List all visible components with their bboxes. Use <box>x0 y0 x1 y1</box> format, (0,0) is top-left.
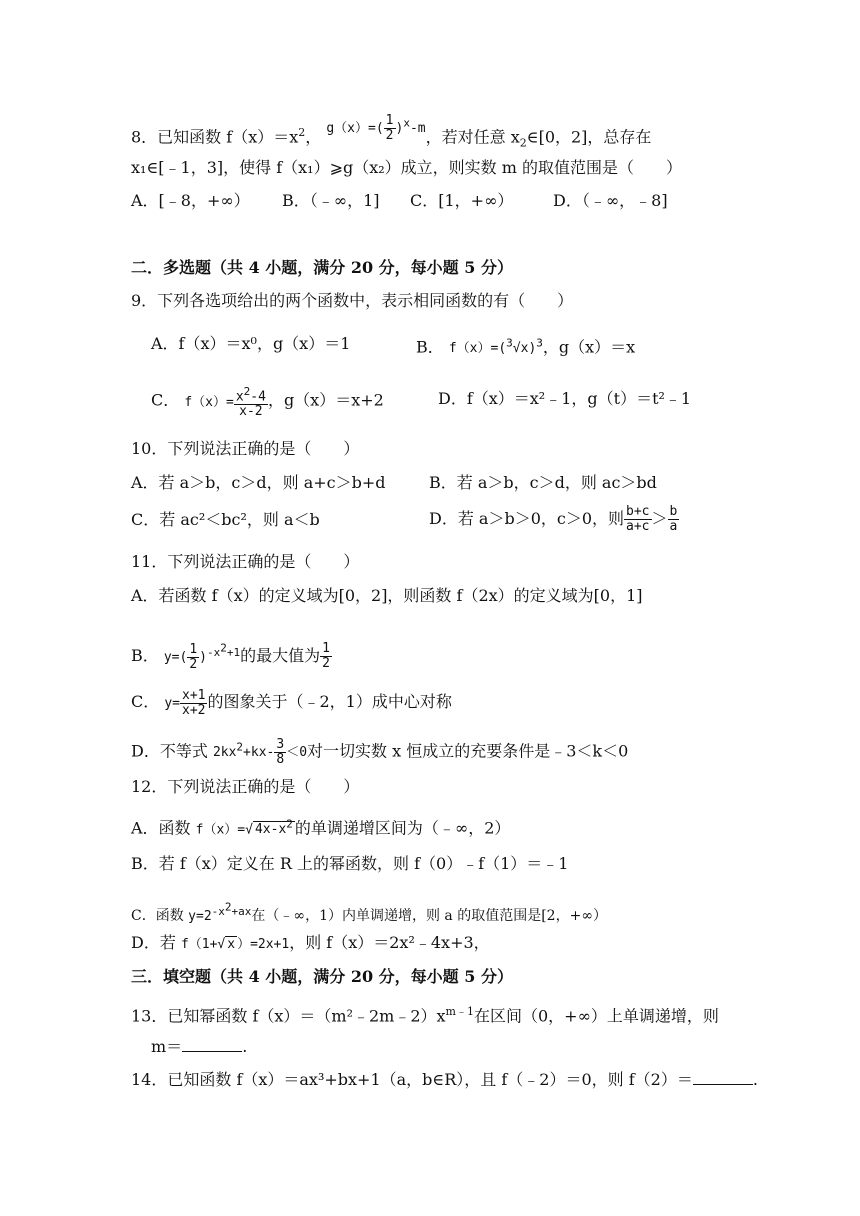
q13-tail: 在区间（0，+∞）上单调递增，则 <box>473 1006 719 1026</box>
q14-text: 14．已知函数 f（x）＝ax³+bx+1（a，b∈R），且 f（﹣2）＝0，则 f（2）＝ <box>131 1070 693 1089</box>
q10-stem: 10．下列说法正确的是（ ） <box>131 439 360 458</box>
q12-c-formula: $y=2^{-x^2+ax}$ <box>188 900 252 924</box>
q8-text-c: ，若对任意 x <box>425 127 520 147</box>
section3-title: 三．填空题（共 4 小题，满分 20 分，每小题 5 分） <box>131 967 513 986</box>
q9-option-b <box>416 333 635 360</box>
q10-option-d: D．若 a＞b＞0，c＞0，则 $\frac{b+c}{a+c}$ ＞ $\frac{b}{a}$ <box>429 504 678 534</box>
q9-option-a: A．f（x）＝x⁰，g（x）＝1 <box>151 334 351 353</box>
q9-c-tail: ，g（x）＝x+2 <box>267 390 384 410</box>
q11-c-tail: 的图象关于（﹣2，1）成中心对称 <box>207 692 452 711</box>
q12-option-a <box>131 814 510 841</box>
q13-sup: m﹣1 <box>445 1005 474 1018</box>
q8-stem-line2: x₁∈[﹣1，3]，使得 f（x₁）⩾g（x₂）成立，则实数 m 的取值范围是（ ） <box>131 158 683 177</box>
q10-option-c: C．若 ac²＜bc²，则 a＜b <box>131 510 320 529</box>
q10-d-fraction-right: $\frac{b}{a}$ <box>669 504 678 534</box>
q12-option-d <box>131 932 490 956</box>
q12-c-label: C．函数 <box>131 907 184 924</box>
q11-b-tail: 的最大值为 <box>240 645 321 665</box>
q8-option-c: C．[1，+∞） <box>410 191 514 210</box>
q11-d-formula: $2kx^2+kx-$ $\frac{3}{8}$ ＜0 <box>212 737 308 768</box>
q12-d-formula: f（1+√ x ）=2x+1 <box>180 937 290 952</box>
q12-d-label: D．若 <box>131 933 176 952</box>
q13-line2 <box>151 1036 247 1058</box>
q8-text-b: ， <box>305 127 322 147</box>
q9-stem: 9．下列各选项给出的两个函数中，表示相同函数的有（ ） <box>131 291 574 310</box>
section2-title: 二．多选题（共 4 小题，满分 20 分，每小题 5 分） <box>131 258 513 277</box>
q9-b-formula: $f(x)=(^3√x)^3$ <box>448 337 543 357</box>
q9-b-tail: ，g（x）＝x <box>542 337 636 357</box>
q9-b-label: B． <box>416 337 444 357</box>
q13-m-label: m＝ <box>151 1037 183 1056</box>
q11-d-tail: 对一切实数 x 恒成立的充要条件是﹣3＜k＜0 <box>307 741 629 761</box>
q11-b-formula: y=( $\frac{1}{2}$ )$^{-x^2+1}$ <box>163 641 241 672</box>
q11-c-label: C． <box>131 692 160 711</box>
q8-sup: 2 <box>298 126 306 139</box>
q10-d-label: D．若 a＞b＞0，c＞0，则 <box>429 509 625 528</box>
q8-sub: 2 <box>519 136 527 150</box>
q11-option-a: A．若函数 f（x）的定义域为[0，2]，则函数 f（2x）的定义域为[0，1] <box>131 586 643 605</box>
q13-answer-blank[interactable] <box>182 1037 242 1052</box>
q9-option-d: D．f（x）＝x²﹣1，g（t）＝t²﹣1 <box>438 389 692 408</box>
q11-c-formula: y= $\frac{x+1}{x+2}$ <box>164 688 206 718</box>
q12-stem: 12．下列说法正确的是（ ） <box>131 777 360 796</box>
q12-c-tail: 在（﹣∞，1）内单调递增，则 a 的取值范围是[2，+∞） <box>251 907 607 924</box>
q9-option-c <box>151 385 384 419</box>
q9-c-label: C． <box>151 390 180 410</box>
q14-line <box>131 1069 758 1091</box>
q10-option-a: A．若 a＞b，c＞d，则 a+c＞b+d <box>131 473 386 492</box>
q8-text-d: ∈[0，2]，总存在 <box>526 127 652 147</box>
q11-d-label: D．不等式 <box>131 741 208 761</box>
q12-a-tail: 的单调递增区间为（﹣∞，2） <box>294 818 511 838</box>
q13-end: . <box>242 1037 248 1056</box>
q13-text: 13．已知幂函数 f（x）＝（m²﹣2m﹣2）x <box>131 1006 446 1026</box>
q14-end: . <box>752 1070 758 1089</box>
q11-option-c <box>131 689 452 718</box>
q8-option-d: D．（﹣∞，﹣8] <box>553 191 668 210</box>
q10-option-b: B．若 a＞b，c＞d，则 ac＞bd <box>429 473 657 492</box>
q11-b-max-fraction: $\frac{1}{2}$ <box>322 640 330 671</box>
q11-option-b <box>131 637 332 672</box>
q12-option-c <box>131 896 607 928</box>
q8-stem-line1 <box>131 113 652 155</box>
q14-answer-blank[interactable] <box>693 1070 753 1085</box>
q9-c-formula: f（x）= $\frac{x^2-4}{x-2}$ <box>184 385 266 420</box>
q13-line1 <box>131 1001 719 1027</box>
q8-option-a: A．[﹣8，+∞） <box>131 191 250 210</box>
q8-option-b: B．（﹣∞，1] <box>282 191 380 210</box>
q10-d-fraction-left: $\frac{b+c}{a+c}$ <box>626 504 650 534</box>
q12-d-tail: ，则 f（x）＝2x²﹣4x+3， <box>289 933 490 952</box>
q8-g-formula: g（x）=( 1 2 )x-m <box>326 113 426 144</box>
q11-b-label: B． <box>131 645 159 665</box>
q11-stem: 11．下列说法正确的是（ ） <box>131 552 360 571</box>
q12-option-b: B．若 f（x）定义在 R 上的幂函数，则 f（0）﹣f（1）＝﹣1 <box>131 854 569 873</box>
q11-option-d <box>131 737 628 767</box>
q12-a-label: A．函数 <box>131 818 191 838</box>
q12-a-formula: f（x）=√ $4x-x^2$ <box>195 818 293 838</box>
q8-text-a: 8．已知函数 f（x）＝x <box>131 127 299 147</box>
